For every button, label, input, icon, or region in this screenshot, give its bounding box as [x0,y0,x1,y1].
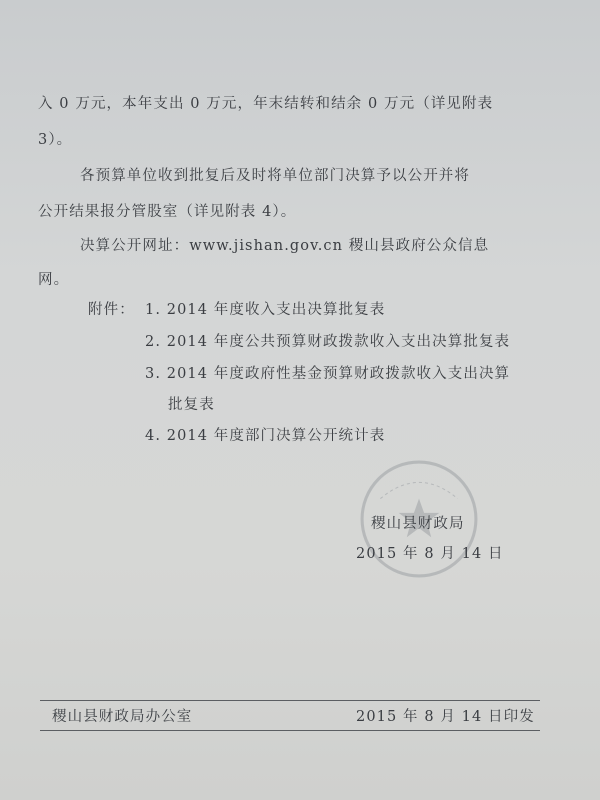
attachment-item-1: 1. 2014 年度收入支出决算批复表 [145,302,386,318]
body-line-6: 网。 [38,272,70,288]
body-line-3: 各预算单位收到批复后及时将单位部门决算予以公开并将 [80,168,470,184]
signature-date: 2015 年 8 月 14 日 [356,546,504,562]
footer-top-rule [40,700,540,701]
signature-org: 稷山县财政局 [371,516,465,532]
attachments-label: 附件： [88,302,135,318]
body-line-4: 公开结果报分管股室（详见附表 4）。 [38,204,297,220]
footer-bottom-rule [40,730,540,731]
body-line-1: 入 0 万元，本年支出 0 万元，年末结转和结余 0 万元（详见附表 [38,96,494,112]
footer-issuer: 稷山县财政局办公室 [52,709,193,725]
body-line-2: 3）。 [38,132,73,148]
attachment-item-3: 3. 2014 年度政府性基金预算财政拨款收入支出决算 [145,366,511,382]
attachment-item-4: 4. 2014 年度部门决算公开统计表 [145,428,386,444]
attachment-item-2: 2. 2014 年度公共预算财政拨款收入支出决算批复表 [145,334,511,350]
website-line: 决算公开网址：www.jishan.gov.cn 稷山县政府公众信息 [80,238,490,254]
attachment-item-3-cont: 批复表 [168,397,215,413]
footer-issue-date: 2015 年 8 月 14 日印发 [356,709,535,725]
